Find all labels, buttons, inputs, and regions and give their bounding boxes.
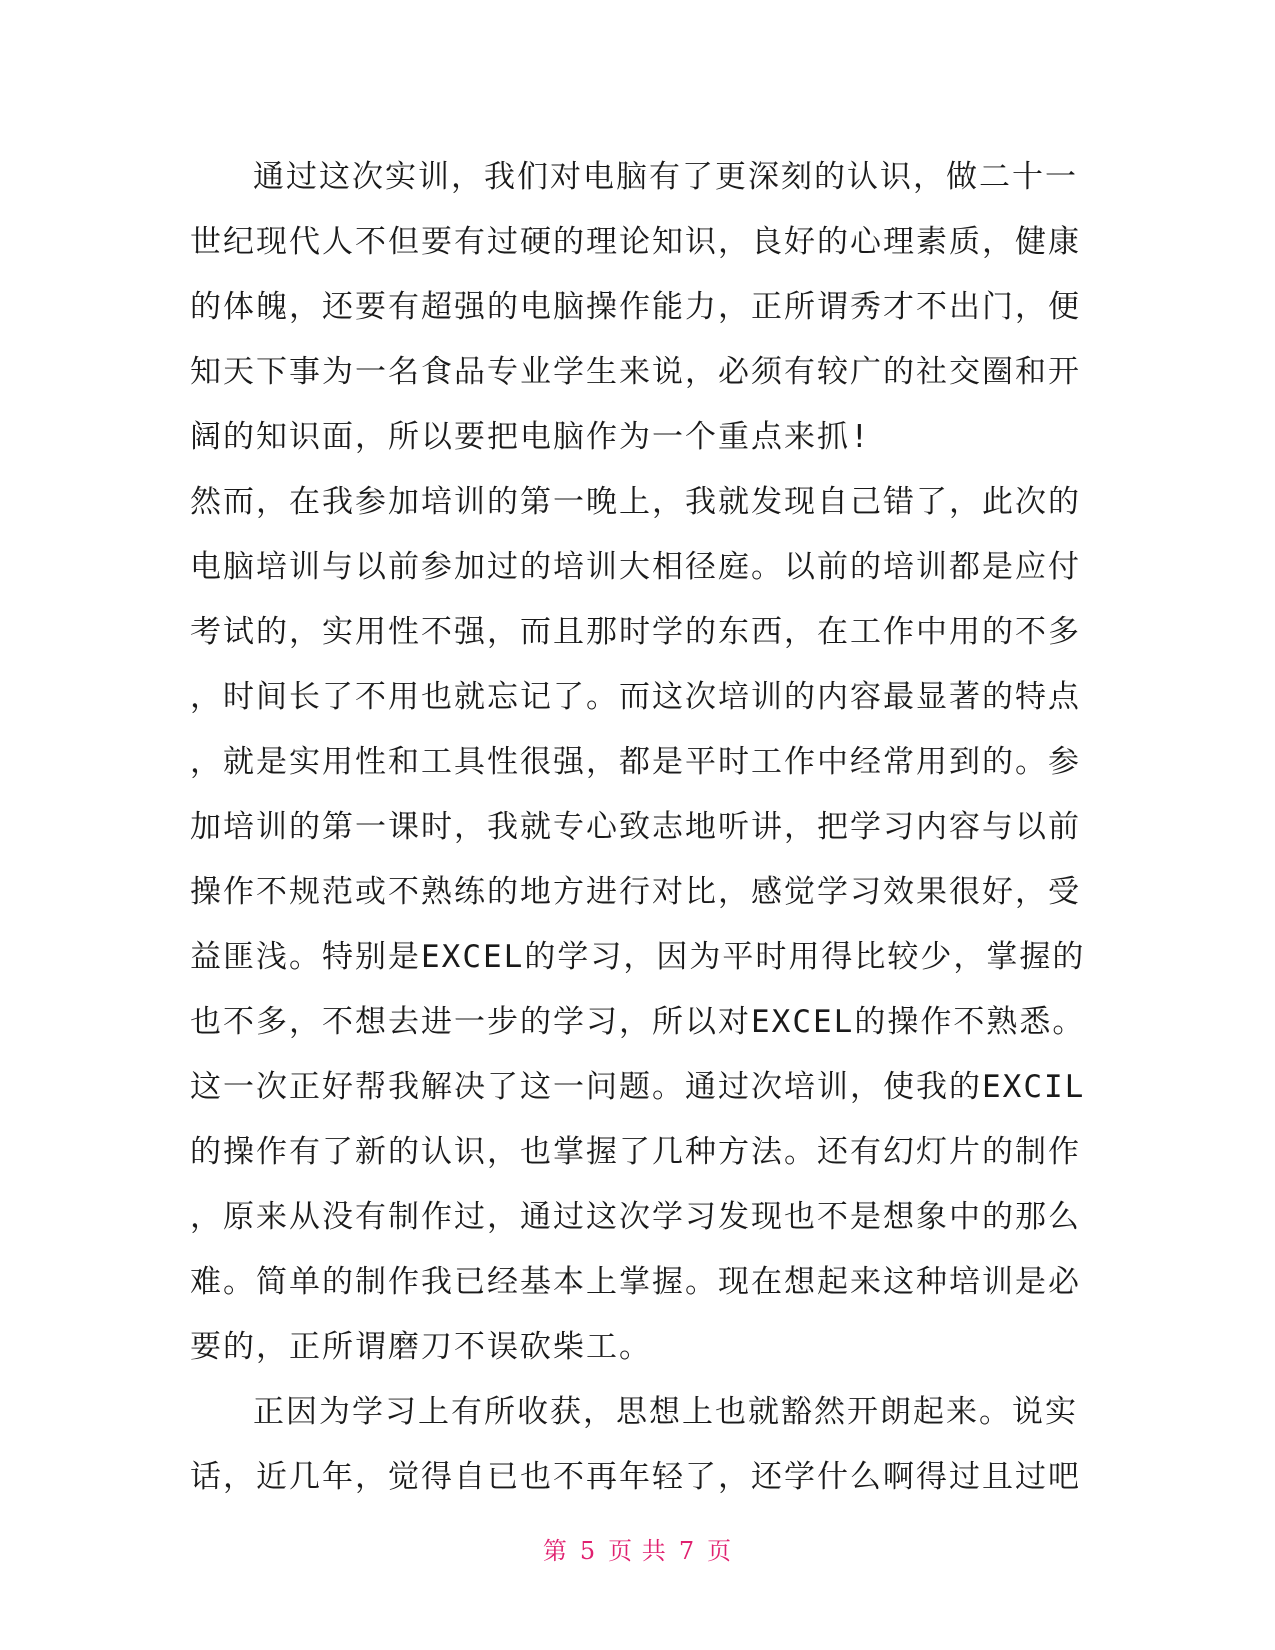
text-line: 通过这次实训，我们对电脑有了更深刻的认识，做二十一 — [253, 159, 1078, 195]
page-label-suffix: 页 — [707, 1537, 733, 1565]
text-line: ，时间长了不用也就忘记了。而这次培训的内容最显著的特点 — [190, 679, 1081, 715]
text-line: 的体魄，还要有超强的电脑操作能力，正所谓秀才不出门，便 — [190, 289, 1081, 325]
document-body — [190, 145, 1085, 1510]
page-footer — [0, 1531, 1275, 1566]
text-line: ，原来从没有制作过，通过这次学习发现也不是想象中的那么 — [190, 1199, 1081, 1235]
text-line: 考试的，实用性不强，而且那时学的东西，在工作中用的不多 — [190, 614, 1081, 650]
current-page-number: 5 — [579, 1537, 597, 1565]
text-line: 这一次正好帮我解决了这一问题。通过次培训，使我的EXCIL — [190, 1069, 1085, 1105]
text-line: 要的，正所谓磨刀不误砍柴工。 — [190, 1329, 652, 1365]
text-line: 话，近几年，觉得自已也不再年轻了，还学什么啊得过且过吧 — [190, 1459, 1081, 1495]
text-line: 也不多，不想去进一步的学习，所以对EXCEL的操作不熟悉。 — [190, 1004, 1085, 1040]
text-line: 加培训的第一课时，我就专心致志地听讲，把学习内容与以前 — [190, 809, 1081, 845]
text-line: 电脑培训与以前参加过的培训大相径庭。以前的培训都是应付 — [190, 549, 1081, 585]
text-line: 难。简单的制作我已经基本上掌握。现在想起来这种培训是必 — [190, 1264, 1081, 1300]
page-label-prefix: 第 — [542, 1537, 568, 1565]
text-line: 益匪浅。特别是EXCEL的学习，因为平时用得比较少，掌握的 — [190, 939, 1085, 975]
page-label-mid: 页 共 — [608, 1537, 667, 1565]
text-line: ，就是实用性和工具性很强，都是平时工作中经常用到的。参 — [190, 744, 1081, 780]
text-line: 正因为学习上有所收获，思想上也就豁然开朗起来。说实 — [253, 1394, 1078, 1430]
text-line: 知天下事为一名食品专业学生来说，必须有较广的社交圈和开 — [190, 354, 1081, 390]
text-line: 世纪现代人不但要有过硬的理论知识，良好的心理素质，健康 — [190, 224, 1081, 260]
total-pages-number: 7 — [678, 1537, 696, 1565]
text-line: 操作不规范或不熟练的地方进行对比，感觉学习效果很好，受 — [190, 874, 1081, 910]
text-line: 的操作有了新的认识，也掌握了几种方法。还有幻灯片的制作 — [190, 1134, 1081, 1170]
text-line: 然而，在我参加培训的第一晚上，我就发现自己错了，此次的 — [190, 484, 1081, 520]
text-line: 阔的知识面，所以要把电脑作为一个重点来抓! — [190, 419, 871, 455]
